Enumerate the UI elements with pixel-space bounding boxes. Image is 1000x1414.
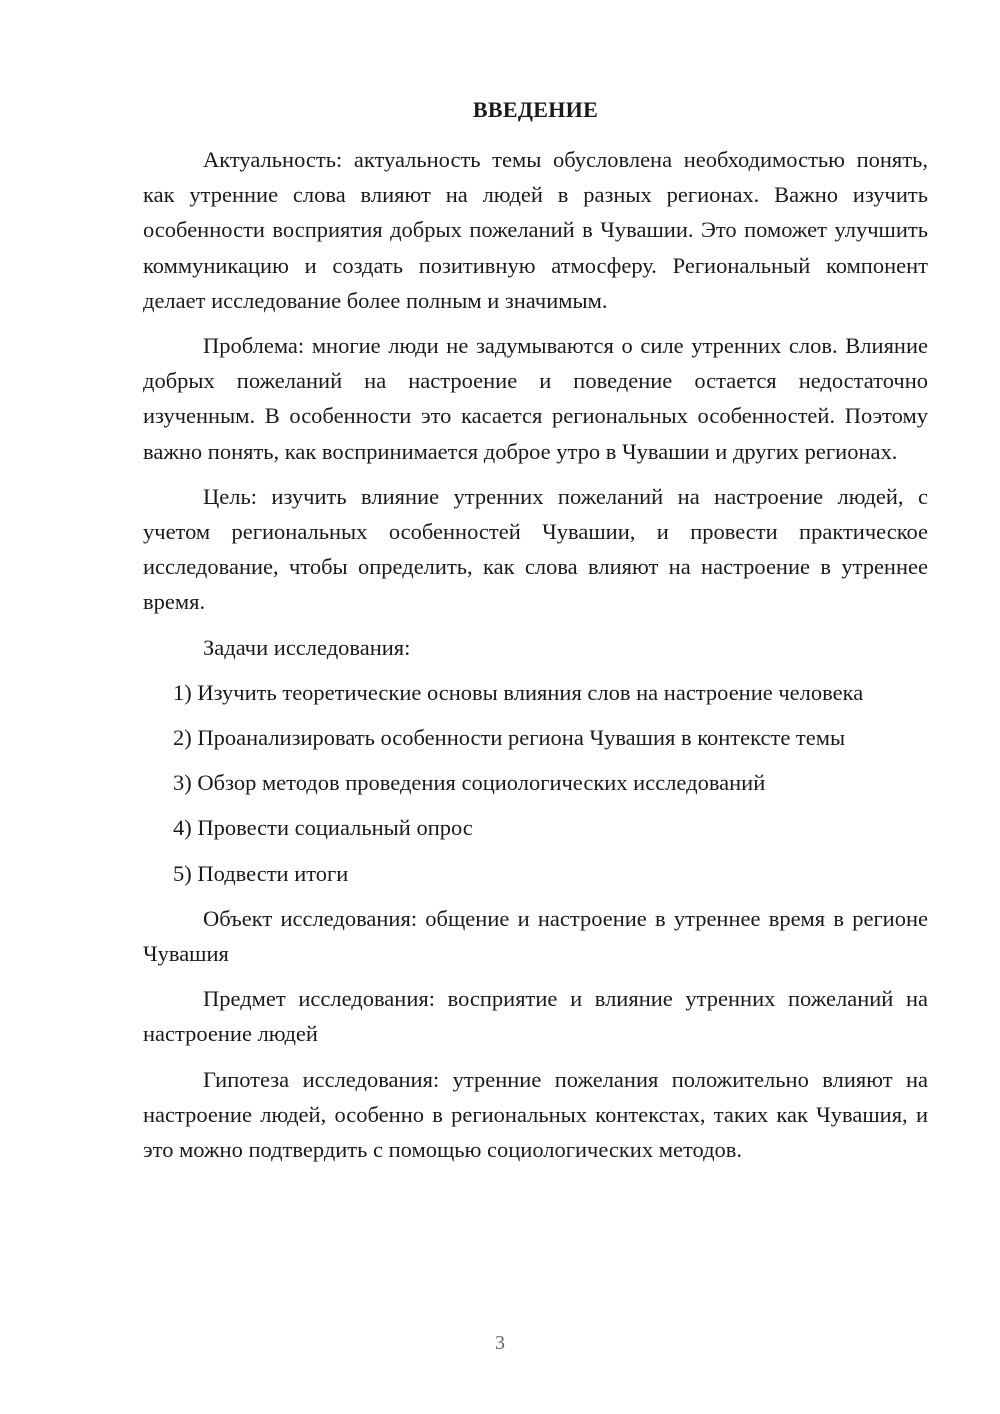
page-number: 3 <box>495 1332 505 1354</box>
paragraph-problem: Проблема: многие люди не задумываются о силе утренних слов. Влияние добрых пожеланий на настроение и поведение остается недостаточно изученным. В особенности это касается региональных особенностей. Поэтому важно понять, как воспринимается доброе утро в Чувашии и других регионах. <box>143 333 928 464</box>
paragraph-hypothesis: Гипотеза исследования: утренние пожелания положительно влияют на настроение людей, особенно в региональных контекстах, таких как Чувашия, и это можно подтвердить с помощью социологических методов. <box>143 1066 928 1163</box>
section-title: ВВЕДЕНИЕ <box>472 97 599 122</box>
paragraph-relevance: Актуальность: актуальность темы обусловлена необходимостью понять, как утренние слова влияют на людей в разных регионах. Важно изучить особенности восприятия добрых пожеланий в Чувашии. Это поможет улучшить коммуникацию и создать позитивную атмосферу. Региональный компонент делает исследование более полным и значимым. <box>143 147 928 313</box>
paragraph-subject: Предмет исследования: восприятие и влияние утренних пожеланий на настроение людей <box>143 986 928 1047</box>
list-item: 5) Подвести итоги <box>173 860 349 886</box>
list-item: 3) Обзор методов проведения социологических исследований <box>173 770 766 796</box>
list-item: 2) Проанализировать особенности региона Чувашия в контексте темы <box>173 725 846 751</box>
paragraph-object: Объект исследования: общение и настроение в утреннее время в регионе Чувашия <box>143 905 928 967</box>
tasks-list <box>143 675 928 891</box>
list-item: 1) Изучить теоретические основы влияния слов на настроение человека <box>173 679 864 705</box>
list-item: 4) Провести социальный опрос <box>173 815 473 841</box>
document-page <box>143 92 928 1177</box>
paragraph-tasks-heading: Задачи исследования: <box>203 634 411 660</box>
paragraph-goal: Цель: изучить влияние утренних пожеланий на настроение людей, с учетом региональных особенностей Чувашии, и провести практическое исследование, чтобы определить, как слова влияют на настроение в утреннее время. <box>143 483 928 615</box>
